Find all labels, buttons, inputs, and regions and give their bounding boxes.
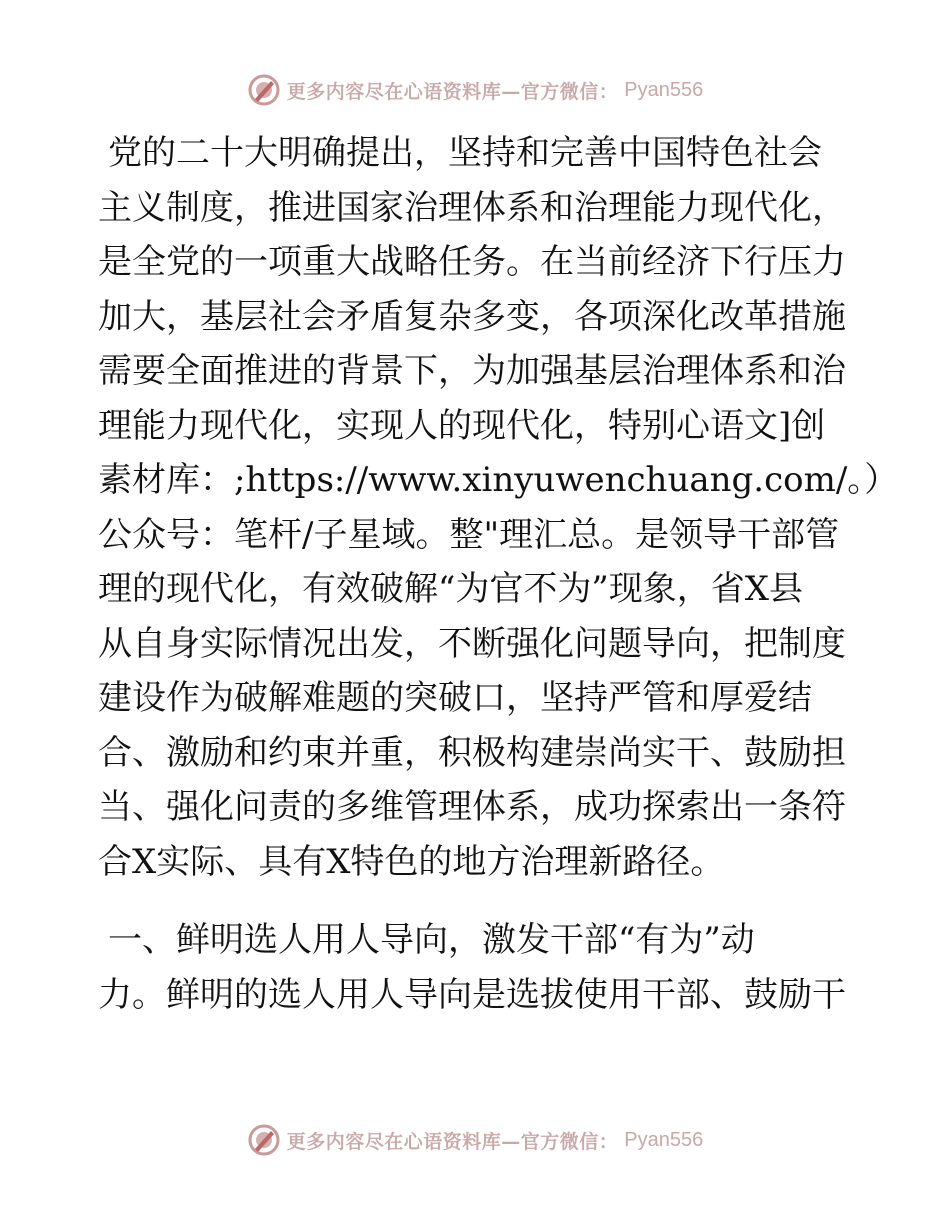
watermark-wechat-id: Pyan556 [624, 78, 704, 101]
document-body [98, 126, 899, 1022]
text-line: 从自身实际情况出发，不断强化问题导向，把制度 [98, 623, 846, 664]
watermark-text: 更多内容尽在心语资料库—官方微信： [286, 80, 619, 103]
text-line: 理的现代化，有效破解“为官不为”现象，省X县 [98, 569, 803, 609]
watermark-wechat-id: Pyan556 [624, 1128, 704, 1151]
text-line: 力。鲜明的选人用人导向是选拔使用干部、鼓励干 [98, 974, 846, 1015]
paragraph-1 [98, 126, 899, 889]
pen-circle-logo-icon [247, 73, 281, 107]
text-line: 合、激励和约束并重，积极构建崇尚实干、鼓励担 [98, 732, 846, 773]
section-heading-line: 一、鲜明选人用人导向，激发干部“有为”动 [108, 920, 755, 960]
watermark-text: 更多内容尽在心语资料库—官方微信： [286, 1130, 619, 1153]
text-line: 需要全面推进的背景下，为加强基层治理体系和治 [98, 351, 846, 391]
text-line: 加大，基层社会矛盾复杂多变，各项深化改革措施 [98, 296, 846, 337]
paragraph-spacer [98, 889, 858, 913]
text-line: 公众号：笔杆/子星域。整"理汇总。是领导干部管 [98, 514, 840, 555]
text-line: 合X实际、具有X特色的地方治理新路径。 [98, 841, 725, 882]
text-line: 素材库：;https://www.xinyuwenchuang.com/。） [98, 460, 899, 500]
text-line: 党的二十大明确提出，坚持和完善中国特色社会 [108, 133, 822, 173]
text-line: 当、强化问责的多维管理体系，成功探索出一条符 [98, 787, 846, 827]
text-line: 主义制度，推进国家治理体系和治理能力现代化， [98, 187, 846, 228]
paragraph-2 [98, 913, 858, 1022]
footer-watermark [0, 1120, 950, 1160]
header-watermark [0, 70, 950, 110]
text-line: 是全党的一项重大战略任务。在当前经济下行压力 [98, 242, 846, 282]
pen-circle-logo-icon [247, 1123, 281, 1157]
text-line: 理能力现代化，实现人的现代化，特别心语文]创 [98, 405, 826, 446]
text-line: 建设作为破解难题的突破口，坚持严管和厚爱结 [98, 678, 812, 718]
